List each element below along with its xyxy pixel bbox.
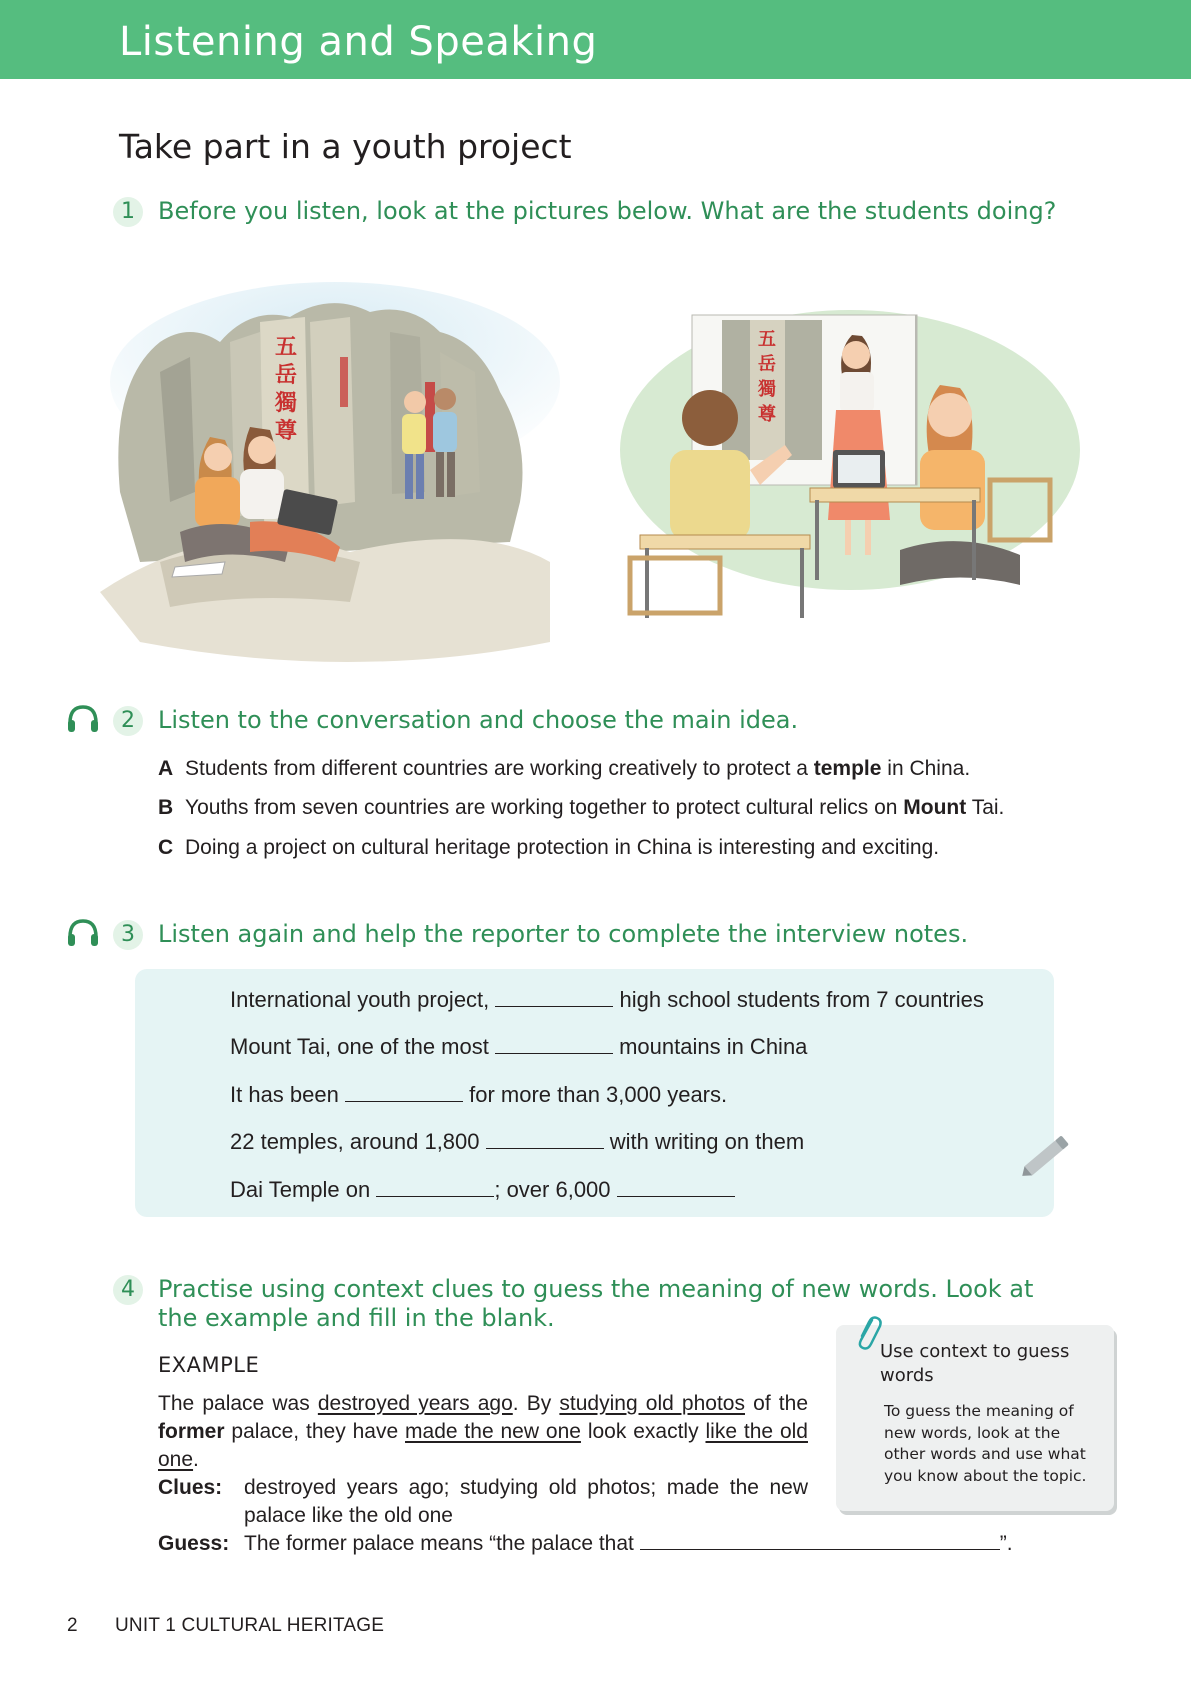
option-letter: A xyxy=(158,757,174,780)
rock-character: 獨 xyxy=(758,379,776,400)
rock-character: 岳 xyxy=(275,362,298,388)
answer-blank[interactable] xyxy=(495,988,613,1007)
note-line: International youth project, high school students from 7 countries xyxy=(230,987,984,1012)
paperclip-icon xyxy=(852,1314,882,1350)
option-letter: C xyxy=(158,836,174,859)
headphones-icon[interactable] xyxy=(66,917,100,949)
rock-character: 獨 xyxy=(275,390,298,416)
example-paragraph: The palace was destroyed years ago. By studying old photos of the former palace, they have made the new one look exactly like the old one. xyxy=(158,1392,808,1471)
rock-character: 尊 xyxy=(275,418,298,444)
tip-body: To guess the meaning of new words, look at the other words and use what you know about the topic. xyxy=(884,1402,1087,1485)
option-letter: B xyxy=(158,796,174,819)
rock-character: 尊 xyxy=(758,404,776,425)
option-a[interactable]: A Students from different countries are working creatively to protect a temple in China. xyxy=(158,757,971,780)
rock-character: 岳 xyxy=(758,354,776,375)
headphones-icon[interactable] xyxy=(66,703,100,735)
pencil-icon xyxy=(1015,1128,1077,1184)
rock-character: 五 xyxy=(758,329,776,350)
task-3-instruction: Listen again and help the reporter to complete the interview notes. xyxy=(158,920,969,948)
task-4-instruction: Practise using context clues to guess the meaning of new words. Look at the example and fill in the blank. xyxy=(158,1275,1034,1332)
task-number-1: 1 xyxy=(113,197,143,227)
answer-blank[interactable] xyxy=(376,1178,494,1197)
guess-row: Guess: The former palace means “the palace that ”. xyxy=(158,1532,1013,1555)
task-number-4: 4 xyxy=(113,1275,143,1305)
task-2-instruction: Listen to the conversation and choose the main idea. xyxy=(158,706,799,734)
page-number: 2 xyxy=(67,1615,78,1636)
rock-character: 五 xyxy=(275,334,298,360)
illustration-students-at-rocks xyxy=(100,262,570,672)
page-heading: Take part in a youth project xyxy=(119,127,572,166)
note-line: It has been for more than 3,000 years. xyxy=(230,1082,728,1107)
answer-blank[interactable] xyxy=(640,1531,1000,1550)
note-line: 22 temples, around 1,800 with writing on them xyxy=(230,1129,805,1154)
note-line: Mount Tai, one of the most mountains in China xyxy=(230,1034,808,1059)
answer-blank[interactable] xyxy=(486,1130,604,1149)
answer-blank[interactable] xyxy=(617,1178,735,1197)
tip-title: Use context to guess words xyxy=(880,1341,1070,1386)
answer-blank[interactable] xyxy=(345,1083,463,1102)
section-title: Listening and Speaking xyxy=(119,19,598,65)
answer-blank[interactable] xyxy=(495,1035,613,1054)
clues-row: Clues: destroyed years ago; studying old photos; made the new palace like the old one xyxy=(158,1476,808,1527)
unit-label: UNIT 1 CULTURAL HERITAGE xyxy=(115,1615,385,1636)
task-1-instruction: Before you listen, look at the pictures below. What are the students doing? xyxy=(158,197,1057,225)
option-c[interactable]: C Doing a project on cultural heritage protection in China is interesting and exciting. xyxy=(158,836,940,859)
task-number-3: 3 xyxy=(113,920,143,950)
example-label: EXAMPLE xyxy=(158,1353,260,1377)
option-b[interactable]: B Youths from seven countries are working together to protect cultural relics on Mount Tai. xyxy=(158,796,1005,819)
task-number-2: 2 xyxy=(113,706,143,736)
note-line: Dai Temple on ; over 6,000 xyxy=(230,1177,735,1203)
illustration-classroom-presentation xyxy=(600,300,1090,640)
